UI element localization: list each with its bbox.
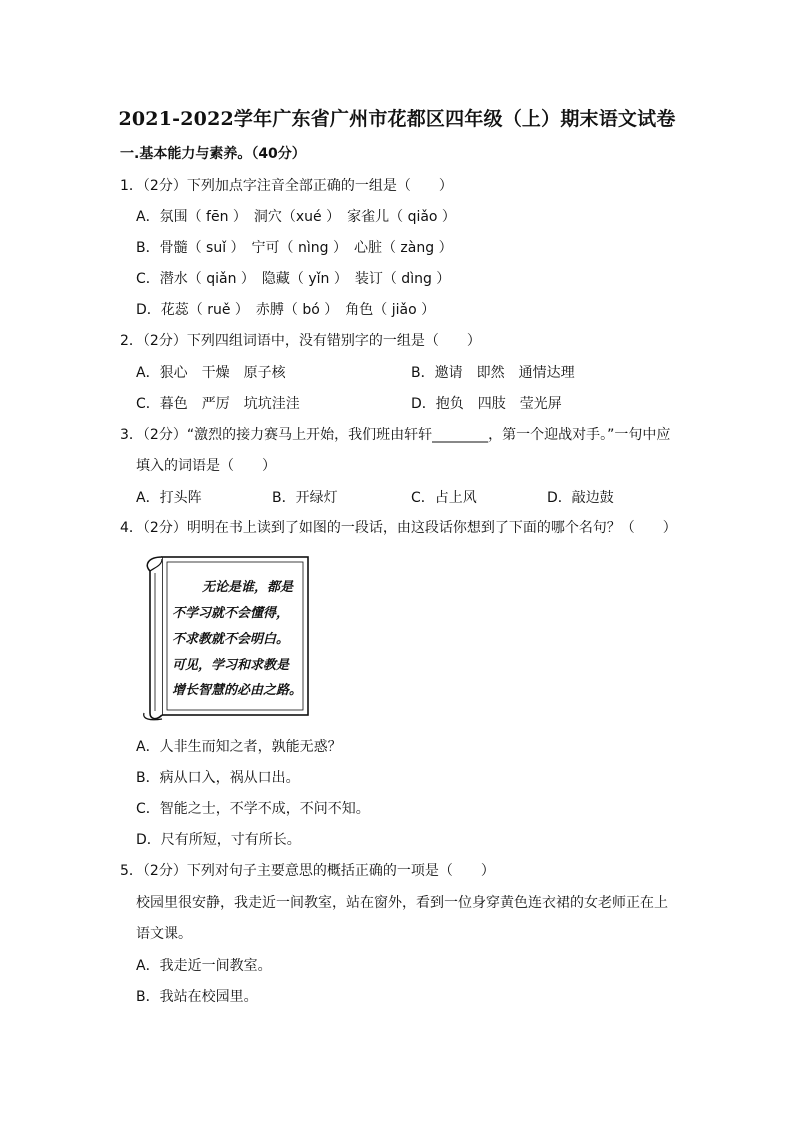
question-4-stem: 4．（2分）明明在书上读到了如图的一段话，由这段话你想到了下面的哪个名句？（ ） (120, 520, 677, 536)
question-1-stem: 1．（2分）下列加点字注音全部正确的一组是（ ） (120, 178, 453, 194)
question-5-passage-line-2: 语文课。 (136, 926, 192, 942)
question-3-stem-continued: 填入的词语是（ ） (136, 458, 276, 474)
question-2-option-a: A．狠心 干燥 原子核 (136, 365, 286, 381)
question-4-option-c: C．智能之士，不学不成，不问不知。 (136, 801, 370, 817)
question-2-option-c: C．暮色 严厉 坑坑洼洼 (136, 396, 300, 412)
scroll-line-2: 不学习就不会懂得， (172, 606, 290, 621)
question-1-option-a: A．氛围（ fēn ） 洞穴（xué ） 家雀儿（ qiǎo ） (136, 209, 456, 225)
question-4-option-d: D．尺有所短，寸有所长。 (136, 832, 301, 848)
scroll-illustration (140, 553, 312, 723)
question-5-stem: 5．（2分）下列对句子主要意思的概括正确的一项是（ ） (120, 863, 495, 879)
scroll-line-5: 增长智慧的必由之路。 (172, 683, 303, 698)
question-3-option-b: B．开绿灯 (272, 490, 338, 506)
section-heading: 一.基本能力与素养。（40分） (120, 146, 306, 162)
question-3-option-c: C．占上风 (411, 490, 477, 506)
page-title: 2021-2022学年广东省广州市花都区四年级（上）期末语文试卷 (118, 108, 676, 130)
question-4-option-a: A．人非生而知之者，孰能无惑？ (136, 739, 342, 755)
question-1-option-b: B．骨髓（ suǐ ） 宁可（ nìng ） 心脏（ zàng ） (136, 240, 453, 256)
question-2-option-b: B．邀请 即然 通情达理 (411, 365, 575, 381)
question-3-option-a: A．打头阵 (136, 490, 202, 506)
question-4-option-b: B．病从口入，祸从口出。 (136, 770, 300, 786)
scroll-line-3: 不求教就不会明白。 (172, 632, 290, 647)
question-2-stem: 2．（2分）下列四组词语中，没有错别字的一组是（ ） (120, 333, 481, 349)
question-5-option-b: B．我站在校园里。 (136, 989, 258, 1005)
question-3-option-d: D．敲边鼓 (547, 490, 614, 506)
question-5-option-a: A．我走近一间教室。 (136, 958, 272, 974)
scroll-line-4: 可见，学习和求教是 (172, 658, 290, 673)
question-3-stem: 3．（2分）“激烈的接力赛马上开始，我们班由轩轩________，第一个迎战对手。”一句中应 (120, 427, 671, 443)
question-2-option-d: D．抱负 四肢 莹光屏 (411, 396, 562, 412)
question-1-option-d: D．花蕊（ ruě ） 赤膊（ bó ） 角色（ jiǎo ） (136, 302, 436, 318)
question-5-passage-line-1: 校园里很安静，我走近一间教室，站在窗外，看到一位身穿黄色连衣裙的女老师正在上 (136, 895, 668, 911)
scroll-line-1: 无论是谁，都是 (202, 580, 294, 595)
question-1-option-c: C．潜水（ qiǎn ） 隐藏（ yǐn ） 装订（ dìng ） (136, 271, 451, 287)
